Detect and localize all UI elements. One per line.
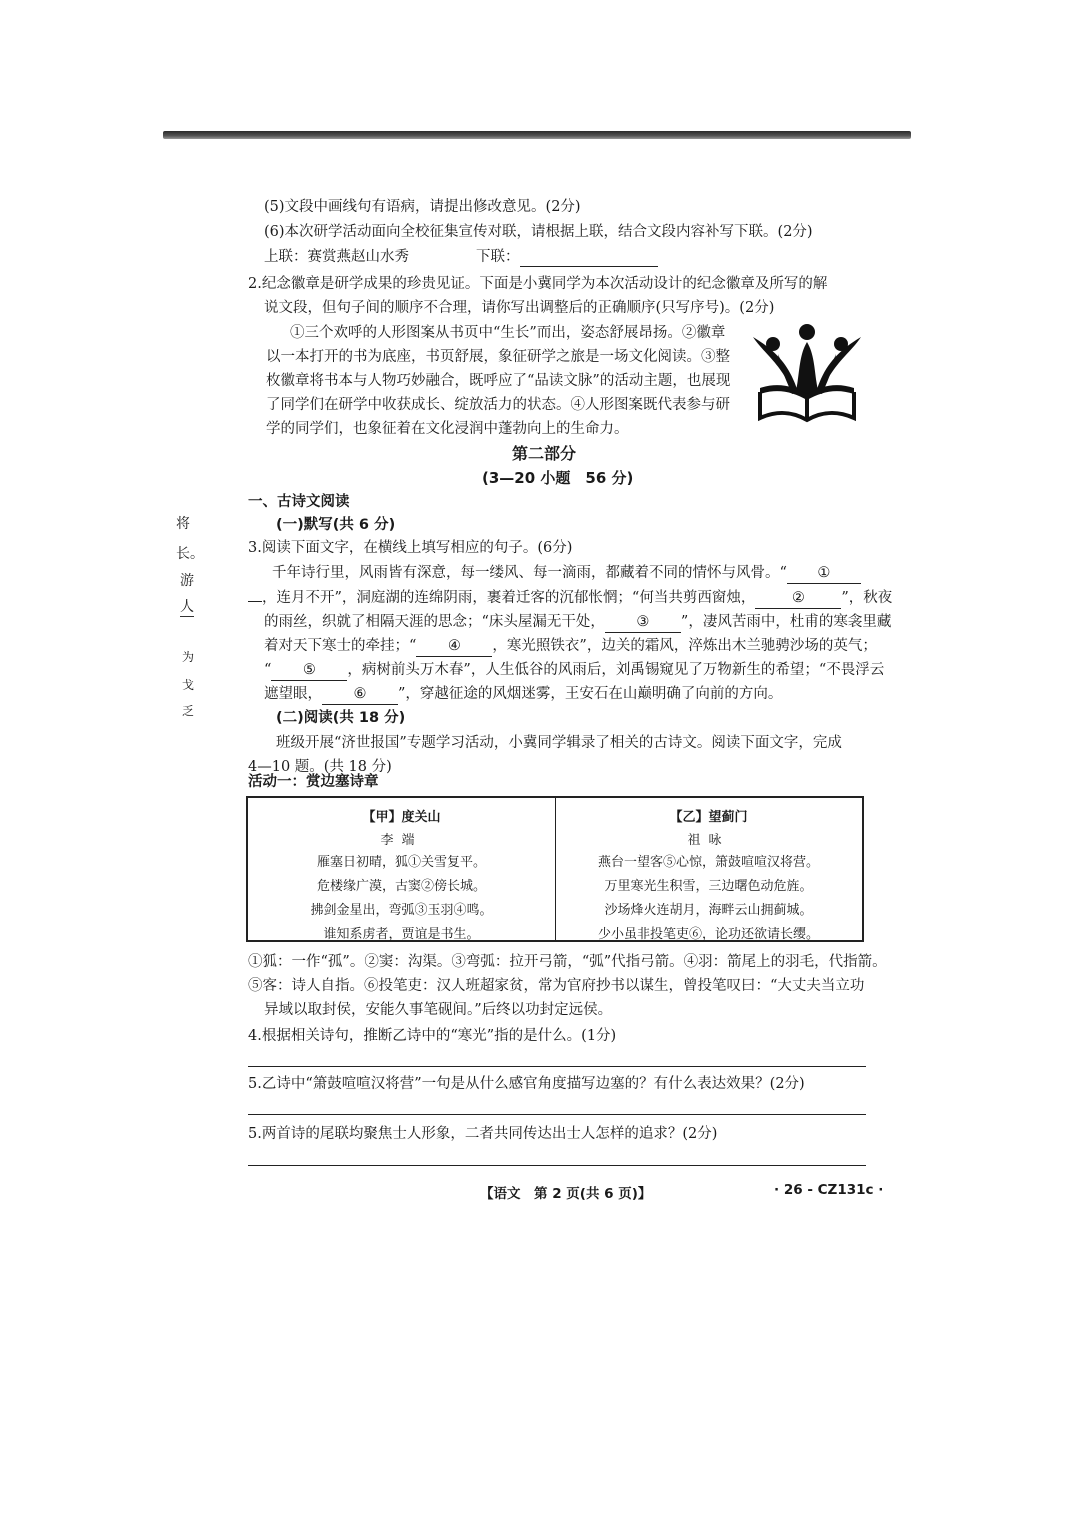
commemorative-badge-image bbox=[748, 322, 866, 424]
margin-note: 将 bbox=[176, 516, 190, 532]
margin-note: 乏 bbox=[182, 704, 195, 718]
section-heading: 一、古诗文阅读 bbox=[248, 494, 350, 510]
q2-paragraph-2: 以一本打开的书为底座，书页舒展，象征研学之旅是一场文化阅读。③整 bbox=[266, 349, 730, 365]
q3-line1: 千年诗行里，风雨皆有深意，每一缕风、每一滴雨，都藏着不同的情怀与风骨。“ ① bbox=[272, 563, 861, 584]
poem-yi-line: 沙场烽火连胡月，海畔云山拥蓟城。 bbox=[604, 903, 813, 918]
exam-code: · 26 - CZ131c · bbox=[774, 1182, 884, 1198]
couplet-lower-blank[interactable] bbox=[520, 266, 658, 267]
q5-answer-line[interactable] bbox=[248, 1114, 866, 1115]
q4-text: 4.根据相关诗句，推断乙诗中的“寒光”指的是什么。(1分) bbox=[248, 1028, 617, 1044]
margin-note: 为 bbox=[182, 650, 195, 664]
q1-item5: (5)文段中画线句有语病，请提出修改意见。(2分) bbox=[264, 199, 581, 215]
poem-yi-line: 少小虽非投笔吏⑥，论功还欲请长缨。 bbox=[597, 927, 819, 942]
margin-note: 戈 bbox=[182, 678, 195, 692]
annotation-line-1: ①狐：一作“孤”。②窦：沟渠。③弯弧：拉开弓箭，“弧”代指弓箭。④羽：箭尾上的羽毛，代指箭。 bbox=[248, 954, 887, 970]
q3-line6: 遮望眼， ⑥ ”，穿越征途的风烟迷雾，王安石在山巅明确了向前的方向。 bbox=[264, 684, 782, 705]
q2-paragraph-1: ①三个欢呼的人形图案从书页中“生长”而出，姿态舒展昂扬。②徽章 bbox=[290, 325, 726, 341]
q3-heading: 3.阅读下面文字，在横线上填写相应的句子。(6分) bbox=[248, 540, 573, 556]
q6-answer-line[interactable] bbox=[248, 1165, 866, 1166]
q3-line5: “ ⑤ ，病树前头万木春”，人生低谷的风雨后，刘禹锡窥见了万物新生的希望；“不畏浮云 bbox=[264, 660, 884, 681]
poem-jia-line: 危楼缘广漠，古窦②傍长城。 bbox=[316, 879, 486, 894]
poem-jia-line: 拂剑金星出，弯弧③玉羽④鸣。 bbox=[310, 903, 493, 918]
dictation-heading: (一)默写(共 6 分) bbox=[276, 517, 396, 533]
top-scan-edge bbox=[163, 131, 911, 139]
margin-note: 长。 bbox=[176, 546, 204, 562]
couplet-lower-label: 下联： bbox=[476, 249, 520, 265]
poem-yi-line: 万里寒光生积雪，三边曙色动危旌。 bbox=[604, 879, 813, 894]
q3-line2: ，连月不开”，洞庭湖的连绵阴雨，裹着迁客的沉郁怅惘；“何当共剪西窗烛， ② ”，秋夜 bbox=[248, 588, 892, 609]
margin-note: 游 bbox=[180, 573, 194, 589]
poem-jia-line: 雁塞日初晴，狐①关雪复平。 bbox=[316, 855, 486, 870]
part2-title: 第二部分 bbox=[512, 444, 577, 463]
q2-paragraph-5: 学的同学们，也象征着在文化浸润中蓬勃向上的生命力。 bbox=[266, 421, 629, 437]
poem-yi-title: 【乙】望蓟门 bbox=[669, 810, 748, 825]
poem-jia-author: 李端 bbox=[380, 833, 423, 848]
blank-1[interactable]: ① bbox=[787, 563, 861, 584]
blank-5[interactable]: ⑤ bbox=[271, 660, 347, 681]
q3-line4: 着对天下寒士的牵挂；“ ④ ，寒光照铁衣”，边关的霜风，淬炼出木兰驰骋沙场的英气； bbox=[264, 636, 877, 657]
q2-line2: 说文段，但句子间的顺序不合理，请你写出调整后的正确顺序(只写序号)。(2分) bbox=[264, 300, 775, 316]
poem-table bbox=[246, 796, 864, 942]
page-number: 【语文 第 2 页(共 6 页)】 bbox=[480, 1186, 652, 1202]
reading-heading: (二)阅读(共 18 分) bbox=[276, 710, 406, 726]
annotation-line-2: ⑤客：诗人自指。⑥投笔吏：汉人班超家贫，常为官府抄书以谋生，曾投笔叹曰：“大丈夫当立功 bbox=[248, 978, 865, 994]
q2-paragraph-3: 枚徽章将书本与人物巧妙融合，既呼应了“品读文脉”的活动主题，也展现 bbox=[266, 373, 731, 389]
couplet-upper: 上联：赛赏燕赵山水秀 bbox=[264, 249, 409, 265]
q6-text: 5.两首诗的尾联均聚焦士人形象，二者共同传达出士人怎样的追求？(2分) bbox=[248, 1126, 718, 1142]
q5-text: 5.乙诗中“箫鼓喧喧汉将营”一句是从什么感官角度描写边塞的？有什么表达效果？(2分) bbox=[248, 1076, 805, 1092]
margin-note: 人 bbox=[180, 596, 194, 617]
poem-yi bbox=[555, 798, 862, 940]
poem-yi-line: 燕台一望客⑤心惊，箫鼓喧喧汉将营。 bbox=[597, 855, 819, 870]
q3-line3: 的雨丝，织就了相隔天涯的思念；“床头屋漏无干处， ③ ”，凄风苦雨中，杜甫的寒衾里藏 bbox=[264, 612, 891, 633]
blank-4[interactable]: ④ bbox=[416, 636, 492, 657]
blank-1-cont[interactable] bbox=[248, 601, 262, 602]
blank-3[interactable]: ③ bbox=[605, 612, 681, 633]
blank-2[interactable]: ② bbox=[755, 588, 841, 609]
reading-intro-2: 4—10 题。(共 18 分) bbox=[248, 759, 392, 775]
q1-item6: (6)本次研学活动面向全校征集宣传对联，请根据上联，结合文段内容补写下联。(2分) bbox=[264, 224, 813, 240]
poem-jia bbox=[248, 798, 556, 940]
poem-jia-title: 【甲】度关山 bbox=[362, 810, 441, 825]
q4-answer-line[interactable] bbox=[248, 1066, 866, 1067]
part2-subtitle: (3—20 小题 56 分) bbox=[482, 469, 634, 487]
activity-heading: 活动一：赏边塞诗章 bbox=[248, 774, 379, 790]
annotation-line-3: 异域以取封侯，安能久事笔砚间。”后终以功封定远侯。 bbox=[264, 1002, 613, 1018]
poem-jia-line: 谁知系虏者，贾谊是书生。 bbox=[323, 927, 480, 942]
q2-line1: 2.纪念徽章是研学成果的珍贵见证。下面是小冀同学为本次活动设计的纪念徽章及所写的解 bbox=[248, 276, 828, 292]
q2-paragraph-4: 了同学们在研学中收获成长、绽放活力的状态。④人形图案既代表参与研 bbox=[266, 397, 730, 413]
poem-yi-author: 祖咏 bbox=[687, 833, 730, 848]
blank-6[interactable]: ⑥ bbox=[322, 684, 398, 705]
reading-intro-1: 班级开展“济世报国”专题学习活动，小冀同学辑录了相关的古诗文。阅读下面文字，完成 bbox=[276, 735, 842, 751]
